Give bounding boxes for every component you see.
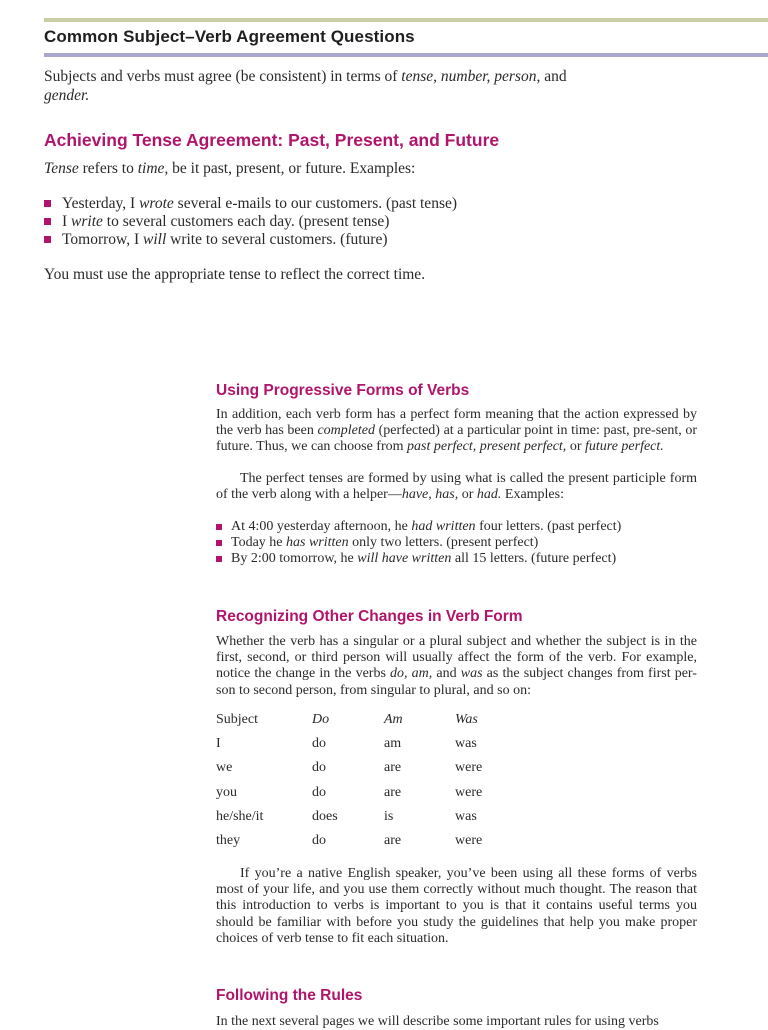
text: four letters. (past perfect) xyxy=(475,519,622,534)
table-cell: do xyxy=(312,760,326,776)
bullet-square-icon xyxy=(44,200,51,207)
table-cell: are xyxy=(384,760,402,776)
text: Examples: xyxy=(501,487,564,503)
verb-emphasis: write xyxy=(71,213,103,230)
verb-emphasis: wrote xyxy=(139,195,174,212)
bullet-square-icon xyxy=(216,524,222,530)
table-cell: was xyxy=(455,808,477,824)
text: (perfected) at a particular point in time: past, pre-sent, or future. Thus, we can choose from xyxy=(216,423,698,455)
text: Yesterday, I xyxy=(62,195,140,212)
emphasis: future perfect. xyxy=(584,439,664,455)
table-row xyxy=(216,736,515,760)
progressive-paragraph-1 xyxy=(216,407,697,456)
list-item xyxy=(44,231,457,249)
list-item xyxy=(44,213,457,231)
emphasis: was xyxy=(460,666,483,682)
list-item xyxy=(44,195,457,213)
table-cell: does xyxy=(312,808,338,824)
text: By 2:00 tomorrow, he xyxy=(231,551,358,567)
text: refers to xyxy=(78,160,138,177)
text: or xyxy=(458,487,477,503)
term: time, xyxy=(137,160,169,177)
verb-emphasis: has written xyxy=(286,535,349,551)
perfect-examples-list xyxy=(216,519,621,568)
list-item xyxy=(216,551,621,567)
title-underline xyxy=(44,53,768,57)
text: write to several customers. (future) xyxy=(166,231,388,248)
table-row xyxy=(216,785,515,809)
page-title: Common Subject–Verb Agreement Questions xyxy=(44,27,415,46)
text: Tomorrow, I xyxy=(62,231,143,248)
column-header: Subject xyxy=(216,712,258,727)
rules-heading: Following the Rules xyxy=(216,987,363,1004)
intro-text: and xyxy=(540,68,567,85)
verb-emphasis: will have written xyxy=(357,551,452,567)
tense-definition xyxy=(44,159,415,178)
list-item xyxy=(216,519,621,535)
table-cell: are xyxy=(384,832,402,848)
table-header-row xyxy=(216,712,515,736)
bullet-square-icon xyxy=(216,556,222,562)
text: several e-mails to our customers. (past tense) xyxy=(173,195,458,212)
text: to several customers each day. (present tense) xyxy=(102,213,390,230)
verb-emphasis: will xyxy=(143,231,167,248)
table-cell: do xyxy=(312,736,326,752)
intro-emphasis: gender. xyxy=(44,87,90,104)
tense-outro: You must use the appropriate tense to reflect the correct time. xyxy=(44,266,426,283)
bullet-square-icon xyxy=(44,218,51,225)
text: all 15 letters. (future perfect) xyxy=(451,551,617,567)
list-item xyxy=(216,535,621,551)
table-cell: are xyxy=(384,784,402,800)
column-header: Do xyxy=(312,712,330,727)
text: or xyxy=(566,439,585,455)
bullet-square-icon xyxy=(216,540,222,546)
emphasis: had. xyxy=(476,487,502,503)
table-cell: I xyxy=(216,736,221,752)
top-rule xyxy=(44,18,768,22)
table-cell: do xyxy=(312,832,326,848)
text: as the subject changes from first per-son to second person, from singular to plural, and so on: xyxy=(216,666,697,698)
table-cell: is xyxy=(384,808,394,824)
text: In addition, each verb form has a perfect form meaning that the action expressed by the verb has been xyxy=(216,407,697,439)
table-cell: were xyxy=(455,784,483,800)
intro-text: Subjects and verbs must agree (be consistent) in terms of xyxy=(44,68,402,85)
emphasis: do, am, xyxy=(390,666,433,682)
bullet-square-icon xyxy=(44,236,51,243)
changes-heading: Recognizing Other Changes in Verb Form xyxy=(216,608,523,625)
table-cell: am xyxy=(384,736,402,752)
text: The perfect tenses are formed by using what is called the present participle form of the verb along with a helper— xyxy=(216,471,697,503)
column-header: Was xyxy=(455,712,478,727)
table-cell: they xyxy=(216,832,241,848)
progressive-heading: Using Progressive Forms of Verbs xyxy=(216,382,470,399)
table-cell: he/she/it xyxy=(216,808,264,824)
emphasis: have, has, xyxy=(401,487,459,503)
column-header: Am xyxy=(384,712,403,727)
rules-paragraph: In the next several pages we will describe some important rules for using verbs xyxy=(216,1014,659,1029)
changes-paragraph-1 xyxy=(216,634,697,699)
verb-emphasis: had written xyxy=(411,519,476,534)
table-row xyxy=(216,833,515,857)
emphasis: past perfect, present perfect, xyxy=(407,439,567,455)
table-row xyxy=(216,809,515,833)
changes-paragraph-2: If you’re a native English speaker, you’ve been using all these forms of verbs most of your life, and you use them correctly without much thought. The reason that this introduction to verbs is important to you is that it contains useful terms you should be familiar with before you study the guidelines that help you make proper choices of verb tense to fit each situation. xyxy=(216,866,697,946)
table-cell: were xyxy=(455,760,483,776)
text: Today he xyxy=(231,535,287,551)
tense-examples-list xyxy=(44,195,457,249)
progressive-paragraph-2 xyxy=(216,471,697,503)
text: only two letters. (present perfect) xyxy=(348,535,539,551)
table-row xyxy=(216,760,515,784)
table-cell: were xyxy=(455,832,483,848)
intro-emphasis: tense, number, person, xyxy=(401,68,541,85)
emphasis: completed xyxy=(317,423,375,439)
tense-heading: Achieving Tense Agreement: Past, Present, and Future xyxy=(44,130,500,150)
text: be it past, present, or future. Examples: xyxy=(168,160,416,177)
intro-paragraph xyxy=(44,67,604,105)
table-cell: we xyxy=(216,760,233,776)
verb-forms-table xyxy=(216,712,515,857)
text: and xyxy=(432,666,461,682)
text: I xyxy=(62,213,72,230)
text: Whether the verb has a singular or a plural subject and whether the subject is in the first, second, or third person will usually affect the form of the verb. For example, notice the change in the verbs xyxy=(216,634,697,682)
table-cell: do xyxy=(312,784,326,800)
table-cell: you xyxy=(216,784,237,800)
term: Tense xyxy=(44,160,79,177)
table-cell: was xyxy=(455,736,477,752)
text: At 4:00 yesterday afternoon, he xyxy=(231,519,412,534)
